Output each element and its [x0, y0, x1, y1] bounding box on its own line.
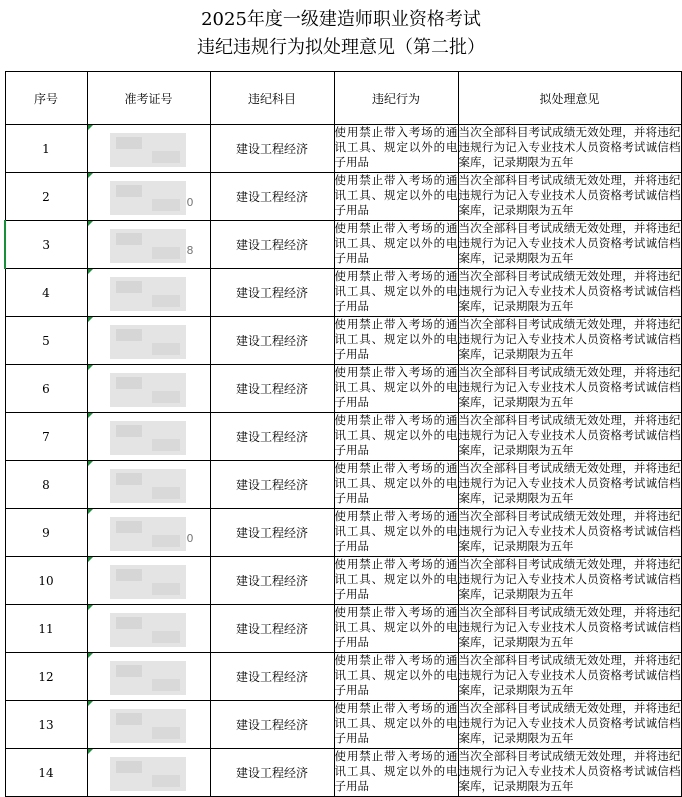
cell-violation[interactable]: 使用禁止带入考场的通讯工具、规定以外的电子用品: [334, 269, 458, 317]
cell-note-marker: [88, 221, 93, 226]
cell-violation[interactable]: 使用禁止带入考场的通讯工具、规定以外的电子用品: [334, 317, 458, 365]
cell-note-marker: [88, 749, 93, 754]
cell-subject[interactable]: 建设工程经济: [210, 413, 334, 461]
cell-exam-id[interactable]: [87, 461, 210, 509]
table-row: [5, 221, 681, 269]
cell-violation[interactable]: 使用禁止带入考场的通讯工具、规定以外的电子用品: [334, 509, 458, 557]
cell-note-marker: [88, 413, 93, 418]
header-violation: 违纪行为: [334, 72, 458, 125]
cell-subject[interactable]: 建设工程经济: [210, 125, 334, 173]
cell-note-marker: [88, 461, 93, 466]
cell-exam-id[interactable]: [87, 605, 210, 653]
redacted-exam-id: [110, 181, 194, 215]
cell-exam-id[interactable]: [87, 701, 210, 749]
redacted-exam-id: [110, 469, 186, 503]
cell-exam-id[interactable]: [87, 653, 210, 701]
violations-table: [4, 71, 682, 797]
cell-note-marker: [88, 173, 93, 178]
cell-exam-id[interactable]: [87, 125, 210, 173]
cell-no[interactable]: 4: [5, 269, 87, 317]
redacted-exam-id: [110, 613, 186, 647]
redacted-exam-id: [110, 421, 186, 455]
cell-exam-id[interactable]: [87, 269, 210, 317]
cell-note-marker: [88, 365, 93, 370]
cell-subject[interactable]: 建设工程经济: [210, 653, 334, 701]
cell-opinion[interactable]: 当次全部科目考试成绩无效处理，并将违纪违规行为记入专业技术人员资格考试诚信档案库，记录期限为五年: [458, 653, 681, 701]
cell-opinion[interactable]: 当次全部科目考试成绩无效处理，并将违纪违规行为记入专业技术人员资格考试诚信档案库，记录期限为五年: [458, 749, 681, 797]
header-subject: 违纪科目: [210, 72, 334, 125]
cell-opinion[interactable]: 当次全部科目考试成绩无效处理，并将违纪违规行为记入专业技术人员资格考试诚信档案库，记录期限为五年: [458, 605, 681, 653]
document-title: 2025年度一级建造师职业资格考试: [201, 9, 481, 30]
cell-exam-id[interactable]: [87, 173, 210, 221]
cell-exam-id[interactable]: [87, 413, 210, 461]
cell-subject[interactable]: 建设工程经济: [210, 461, 334, 509]
cell-violation[interactable]: 使用禁止带入考场的通讯工具、规定以外的电子用品: [334, 221, 458, 269]
cell-no[interactable]: 8: [5, 461, 87, 509]
cell-subject[interactable]: 建设工程经济: [210, 605, 334, 653]
cell-note-marker: [88, 269, 93, 274]
cell-no[interactable]: 2: [5, 173, 87, 221]
redacted-exam-id: [110, 661, 186, 695]
cell-opinion[interactable]: 当次全部科目考试成绩无效处理，并将违纪违规行为记入专业技术人员资格考试诚信档案库，记录期限为五年: [458, 413, 681, 461]
redacted-exam-id: [110, 277, 186, 311]
header-opinion: 拟处理意见: [458, 72, 681, 125]
cell-no[interactable]: 6: [5, 365, 87, 413]
cell-violation[interactable]: 使用禁止带入考场的通讯工具、规定以外的电子用品: [334, 557, 458, 605]
exam-id-visible-digit: 8: [186, 244, 194, 257]
cell-opinion[interactable]: 当次全部科目考试成绩无效处理，并将违纪违规行为记入专业技术人员资格考试诚信档案库，记录期限为五年: [458, 269, 681, 317]
cell-note-marker: [88, 701, 93, 706]
table-row: [5, 749, 681, 797]
redacted-exam-id: [110, 565, 186, 599]
table-row: [5, 701, 681, 749]
cell-violation[interactable]: 使用禁止带入考场的通讯工具、规定以外的电子用品: [334, 653, 458, 701]
cell-no[interactable]: 7: [5, 413, 87, 461]
redacted-exam-id: [110, 325, 186, 359]
header-exam-id: 准考证号: [87, 72, 210, 125]
cell-opinion[interactable]: 当次全部科目考试成绩无效处理，并将违纪违规行为记入专业技术人员资格考试诚信档案库，记录期限为五年: [458, 461, 681, 509]
cell-opinion[interactable]: 当次全部科目考试成绩无效处理，并将违纪违规行为记入专业技术人员资格考试诚信档案库，记录期限为五年: [458, 173, 681, 221]
cell-exam-id[interactable]: [87, 749, 210, 797]
table-row: [5, 317, 681, 365]
cell-subject[interactable]: 建设工程经济: [210, 749, 334, 797]
cell-violation[interactable]: 使用禁止带入考场的通讯工具、规定以外的电子用品: [334, 125, 458, 173]
cell-note-marker: [88, 605, 93, 610]
table-row: [5, 413, 681, 461]
cell-no[interactable]: 9: [5, 509, 87, 557]
cell-opinion[interactable]: 当次全部科目考试成绩无效处理，并将违纪违规行为记入专业技术人员资格考试诚信档案库，记录期限为五年: [458, 317, 681, 365]
cell-violation[interactable]: 使用禁止带入考场的通讯工具、规定以外的电子用品: [334, 749, 458, 797]
cell-exam-id[interactable]: [87, 557, 210, 605]
cell-subject[interactable]: 建设工程经济: [210, 557, 334, 605]
cell-opinion[interactable]: 当次全部科目考试成绩无效处理，并将违纪违规行为记入专业技术人员资格考试诚信档案库，记录期限为五年: [458, 509, 681, 557]
redacted-exam-id: [110, 517, 194, 551]
cell-opinion[interactable]: 当次全部科目考试成绩无效处理，并将违纪违规行为记入专业技术人员资格考试诚信档案库，记录期限为五年: [458, 125, 681, 173]
table-row: [5, 173, 681, 221]
table-header-row: [5, 72, 681, 125]
cell-note-marker: [88, 125, 93, 130]
cell-subject[interactable]: 建设工程经济: [210, 221, 334, 269]
cell-opinion[interactable]: 当次全部科目考试成绩无效处理，并将违纪违规行为记入专业技术人员资格考试诚信档案库，记录期限为五年: [458, 221, 681, 269]
cell-exam-id[interactable]: [87, 365, 210, 413]
cell-note-marker: [88, 509, 93, 514]
cell-opinion[interactable]: 当次全部科目考试成绩无效处理，并将违纪违规行为记入专业技术人员资格考试诚信档案库，记录期限为五年: [458, 365, 681, 413]
redacted-exam-id: [110, 373, 186, 407]
cell-subject[interactable]: 建设工程经济: [210, 317, 334, 365]
cell-no[interactable]: 5: [5, 317, 87, 365]
cell-no[interactable]: 1: [5, 125, 87, 173]
redacted-exam-id: [110, 709, 186, 743]
cell-exam-id[interactable]: [87, 509, 210, 557]
cell-no[interactable]: 14: [5, 749, 87, 797]
cell-exam-id[interactable]: [87, 317, 210, 365]
header-no: 序号: [5, 72, 87, 125]
table-row: [5, 605, 681, 653]
cell-violation[interactable]: 使用禁止带入考场的通讯工具、规定以外的电子用品: [334, 461, 458, 509]
table-row: [5, 269, 681, 317]
cell-violation[interactable]: 使用禁止带入考场的通讯工具、规定以外的电子用品: [334, 413, 458, 461]
cell-subject[interactable]: 建设工程经济: [210, 173, 334, 221]
cell-no[interactable]: 10: [5, 557, 87, 605]
cell-subject[interactable]: 建设工程经济: [210, 269, 334, 317]
document-subtitle: 违纪违规行为拟处理意见（第二批）: [197, 37, 485, 58]
cell-exam-id[interactable]: [87, 221, 210, 269]
cell-subject[interactable]: 建设工程经济: [210, 701, 334, 749]
cell-note-marker: [88, 557, 93, 562]
table-row: [5, 653, 681, 701]
cell-no[interactable]: 12: [5, 653, 87, 701]
table-row: [5, 557, 681, 605]
table-row: [5, 365, 681, 413]
table-row: [5, 461, 681, 509]
table-row: [5, 125, 681, 173]
cell-violation[interactable]: 使用禁止带入考场的通讯工具、规定以外的电子用品: [334, 605, 458, 653]
cell-no[interactable]: 3: [5, 221, 87, 269]
cell-opinion[interactable]: 当次全部科目考试成绩无效处理，并将违纪违规行为记入专业技术人员资格考试诚信档案库，记录期限为五年: [458, 557, 681, 605]
cell-no[interactable]: 11: [5, 605, 87, 653]
exam-id-visible-digit: 0: [186, 196, 194, 209]
cell-subject[interactable]: 建设工程经济: [210, 365, 334, 413]
cell-no[interactable]: 13: [5, 701, 87, 749]
cell-note-marker: [88, 317, 93, 322]
exam-id-visible-digit: 0: [186, 532, 194, 545]
cell-violation[interactable]: 使用禁止带入考场的通讯工具、规定以外的电子用品: [334, 365, 458, 413]
redacted-exam-id: [110, 757, 186, 791]
cell-violation[interactable]: 使用禁止带入考场的通讯工具、规定以外的电子用品: [334, 701, 458, 749]
table-row: [5, 509, 681, 557]
cell-opinion[interactable]: 当次全部科目考试成绩无效处理，并将违纪违规行为记入专业技术人员资格考试诚信档案库，记录期限为五年: [458, 701, 681, 749]
cell-violation[interactable]: 使用禁止带入考场的通讯工具、规定以外的电子用品: [334, 173, 458, 221]
redacted-exam-id: [110, 229, 194, 263]
cell-subject[interactable]: 建设工程经济: [210, 509, 334, 557]
cell-note-marker: [88, 653, 93, 658]
redacted-exam-id: [110, 133, 186, 167]
